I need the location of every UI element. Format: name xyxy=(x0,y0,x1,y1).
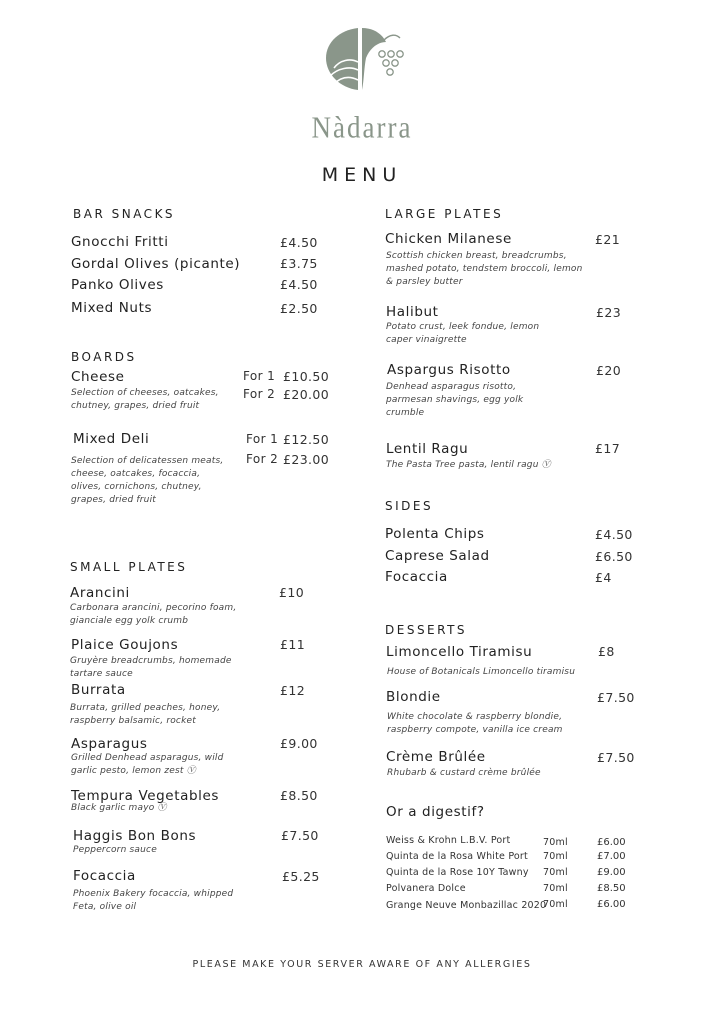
menu-item-description xyxy=(70,602,236,628)
description-line: cheese, oatcakes, focaccia, xyxy=(71,469,201,479)
menu-item-price: £8.50 xyxy=(280,788,318,803)
menu-item-price: £10 xyxy=(279,585,305,600)
menu-item-name: Plaice Goujons xyxy=(71,637,179,653)
digestif-size: 70ml xyxy=(543,899,568,910)
grape-vine-logo-icon xyxy=(320,24,406,92)
description-line: chutney, grapes, dried fruit xyxy=(71,401,200,411)
description-line: The Pasta Tree pasta, lentil ragu Ⓥ xyxy=(386,460,551,470)
digestif-size: 70ml xyxy=(543,883,568,894)
menu-item-price: £4.50 xyxy=(280,235,318,250)
description-line: & parsley butter xyxy=(386,277,463,287)
description-line: mashed potato, tendstem broccoli, lemon xyxy=(386,264,583,274)
menu-item-description xyxy=(73,888,233,914)
portion-option: For 2 xyxy=(246,452,279,466)
description-line: Feta, olive oil xyxy=(73,902,137,912)
description-line: Scottish chicken breast, breadcrumbs, xyxy=(386,251,567,261)
menu-item-price: £7.50 xyxy=(597,750,635,765)
menu-item-description xyxy=(70,655,232,681)
menu-item-price: £10.50 xyxy=(283,369,330,384)
menu-item-name: Halibut xyxy=(386,304,439,320)
menu-item-name: Haggis Bon Bons xyxy=(73,828,197,844)
digestif-price: £6.00 xyxy=(597,899,626,910)
menu-item-price: £6.50 xyxy=(595,549,633,564)
description-line: White chocolate & raspberry blondie, xyxy=(387,712,563,722)
menu-item-name: Burrata xyxy=(71,682,126,698)
digestif-price: £8.50 xyxy=(597,883,626,894)
menu-item-name: Focaccia xyxy=(73,868,136,884)
menu-item-name: Focaccia xyxy=(385,569,448,585)
description-line: caper vinaigrette xyxy=(386,335,467,345)
menu-item-description xyxy=(70,702,220,728)
menu-item-price: £2.50 xyxy=(280,301,318,316)
description-line: olives, cornichons, chutney, xyxy=(71,482,202,492)
section-heading-sides: SIDES xyxy=(385,499,434,513)
brand-name: Nàdarra xyxy=(311,109,413,145)
digestif-size: 70ml xyxy=(543,867,568,878)
menu-item-name: Arancini xyxy=(70,585,130,601)
menu-item-name: Chicken Milanese xyxy=(385,231,512,247)
description-line: Potato crust, leek fondue, lemon xyxy=(386,322,540,332)
menu-item-description xyxy=(387,666,575,679)
description-line: Grilled Denhead asparagus, wild xyxy=(71,753,224,763)
section-heading-small-plates: SMALL PLATES xyxy=(70,560,188,574)
digestif-price: £6.00 xyxy=(597,837,626,848)
menu-item-price: £4.50 xyxy=(595,527,633,542)
description-line: Burrata, grilled peaches, honey, xyxy=(70,703,221,713)
description-line: Carbonara arancini, pecorino foam, xyxy=(70,603,237,613)
menu-item-name: Tempura Vegetables xyxy=(71,788,220,804)
menu-item-price: £17 xyxy=(595,441,621,456)
description-line: Black garlic mayo Ⓥ xyxy=(71,803,167,813)
digestif-name: Quinta de la Rosa White Port xyxy=(386,851,528,862)
menu-item-price: £4.50 xyxy=(280,277,318,292)
digestif-price: £9.00 xyxy=(597,867,626,878)
description-line: raspberry compote, vanilla ice cream xyxy=(387,725,563,735)
description-line: tartare sauce xyxy=(70,669,133,679)
digestif-size: 70ml xyxy=(543,851,568,862)
section-heading-boards: BOARDS xyxy=(71,350,137,364)
menu-item-name: Asparagus xyxy=(71,736,148,752)
menu-item-price: £11 xyxy=(280,637,306,652)
digestif-heading: Or a digestif? xyxy=(386,804,485,820)
description-line: parmesan shavings, egg yolk xyxy=(386,395,524,405)
menu-item-description xyxy=(387,767,541,780)
menu-item-description xyxy=(71,802,167,815)
menu-item-name: Mixed Deli xyxy=(73,431,150,447)
menu-item-name: Crème Brûlée xyxy=(386,749,486,765)
description-line: Phoenix Bakery focaccia, whipped xyxy=(73,889,234,899)
menu-item-name: Panko Olives xyxy=(71,277,164,293)
portion-option: For 2 xyxy=(243,387,276,401)
menu-item-description xyxy=(71,752,224,778)
menu-item-description xyxy=(387,711,563,737)
menu-item-name: Gordal Olives (picante) xyxy=(71,256,241,272)
digestif-name: Grange Neuve Monbazillac 2020 xyxy=(386,900,547,911)
menu-item-price: £12 xyxy=(280,683,306,698)
menu-item-description xyxy=(71,455,223,507)
menu-item-description xyxy=(386,250,583,289)
portion-option: For 1 xyxy=(246,432,279,446)
menu-item-price: £23 xyxy=(596,305,622,320)
section-heading-bar-snacks: BAR SNACKS xyxy=(73,207,176,221)
description-line: House of Botanicals Limoncello tiramisu xyxy=(387,667,576,677)
description-line: crumble xyxy=(386,408,425,418)
menu-item-description xyxy=(73,844,157,857)
menu-item-name: Aspargus Risotto xyxy=(387,362,511,378)
portion-option: For 1 xyxy=(243,369,276,383)
menu-item-name: Caprese Salad xyxy=(385,548,490,564)
description-line: grapes, dried fruit xyxy=(71,495,157,505)
menu-item-description xyxy=(386,381,523,420)
menu-item-price: £8 xyxy=(598,644,615,659)
description-line: raspberry balsamic, rocket xyxy=(70,716,196,726)
menu-item-price: £3.75 xyxy=(280,256,318,271)
menu-item-name: Mixed Nuts xyxy=(71,300,153,316)
description-line: Gruyère breadcrumbs, homemade xyxy=(70,656,232,666)
menu-item-price: £7.50 xyxy=(281,828,319,843)
description-line: garlic pesto, lemon zest Ⓥ xyxy=(71,766,196,776)
digestif-size: 70ml xyxy=(543,837,568,848)
digestif-name: Weiss & Krohn L.B.V. Port xyxy=(386,835,511,846)
description-line: gianciale egg yolk crumb xyxy=(70,616,189,626)
menu-item-name: Limoncello Tiramisu xyxy=(386,644,533,660)
description-line: Rhubarb & custard crème brûlée xyxy=(387,768,541,778)
menu-item-description xyxy=(71,387,219,413)
menu-title: MENU xyxy=(321,164,403,186)
description-line: Selection of cheeses, oatcakes, xyxy=(71,388,219,398)
menu-item-price: £4 xyxy=(595,570,612,585)
menu-item-price: £5.25 xyxy=(282,869,320,884)
menu-item-name: Lentil Ragu xyxy=(386,441,469,457)
allergy-notice: PLEASE MAKE YOUR SERVER AWARE OF ANY ALLERGIES xyxy=(192,959,532,970)
digestif-name: Polvanera Dolce xyxy=(386,883,466,894)
menu-item-name: Cheese xyxy=(71,369,125,385)
digestif-price: £7.00 xyxy=(597,851,626,862)
menu-item-price: £9.00 xyxy=(280,736,318,751)
description-line: Denhead asparagus risotto, xyxy=(386,382,517,392)
menu-item-name: Gnocchi Fritti xyxy=(71,234,169,250)
menu-item-price: £20.00 xyxy=(283,387,330,402)
description-line: Peppercorn sauce xyxy=(73,845,157,855)
section-heading-desserts: DESSERTS xyxy=(385,623,468,637)
description-line: Selection of delicatessen meats, xyxy=(71,456,224,466)
menu-item-price: £20 xyxy=(596,363,622,378)
menu-item-description xyxy=(386,459,551,472)
menu-item-price: £21 xyxy=(595,232,621,247)
digestif-name: Quinta de la Rose 10Y Tawny xyxy=(386,867,529,878)
section-heading-large-plates: LARGE PLATES xyxy=(385,207,504,221)
menu-item-price: £7.50 xyxy=(597,690,635,705)
menu-item-price: £12.50 xyxy=(283,432,330,447)
menu-item-description xyxy=(386,321,539,347)
menu-item-name: Polenta Chips xyxy=(385,526,485,542)
menu-item-name: Blondie xyxy=(386,689,441,705)
menu-item-price: £23.00 xyxy=(283,452,330,467)
